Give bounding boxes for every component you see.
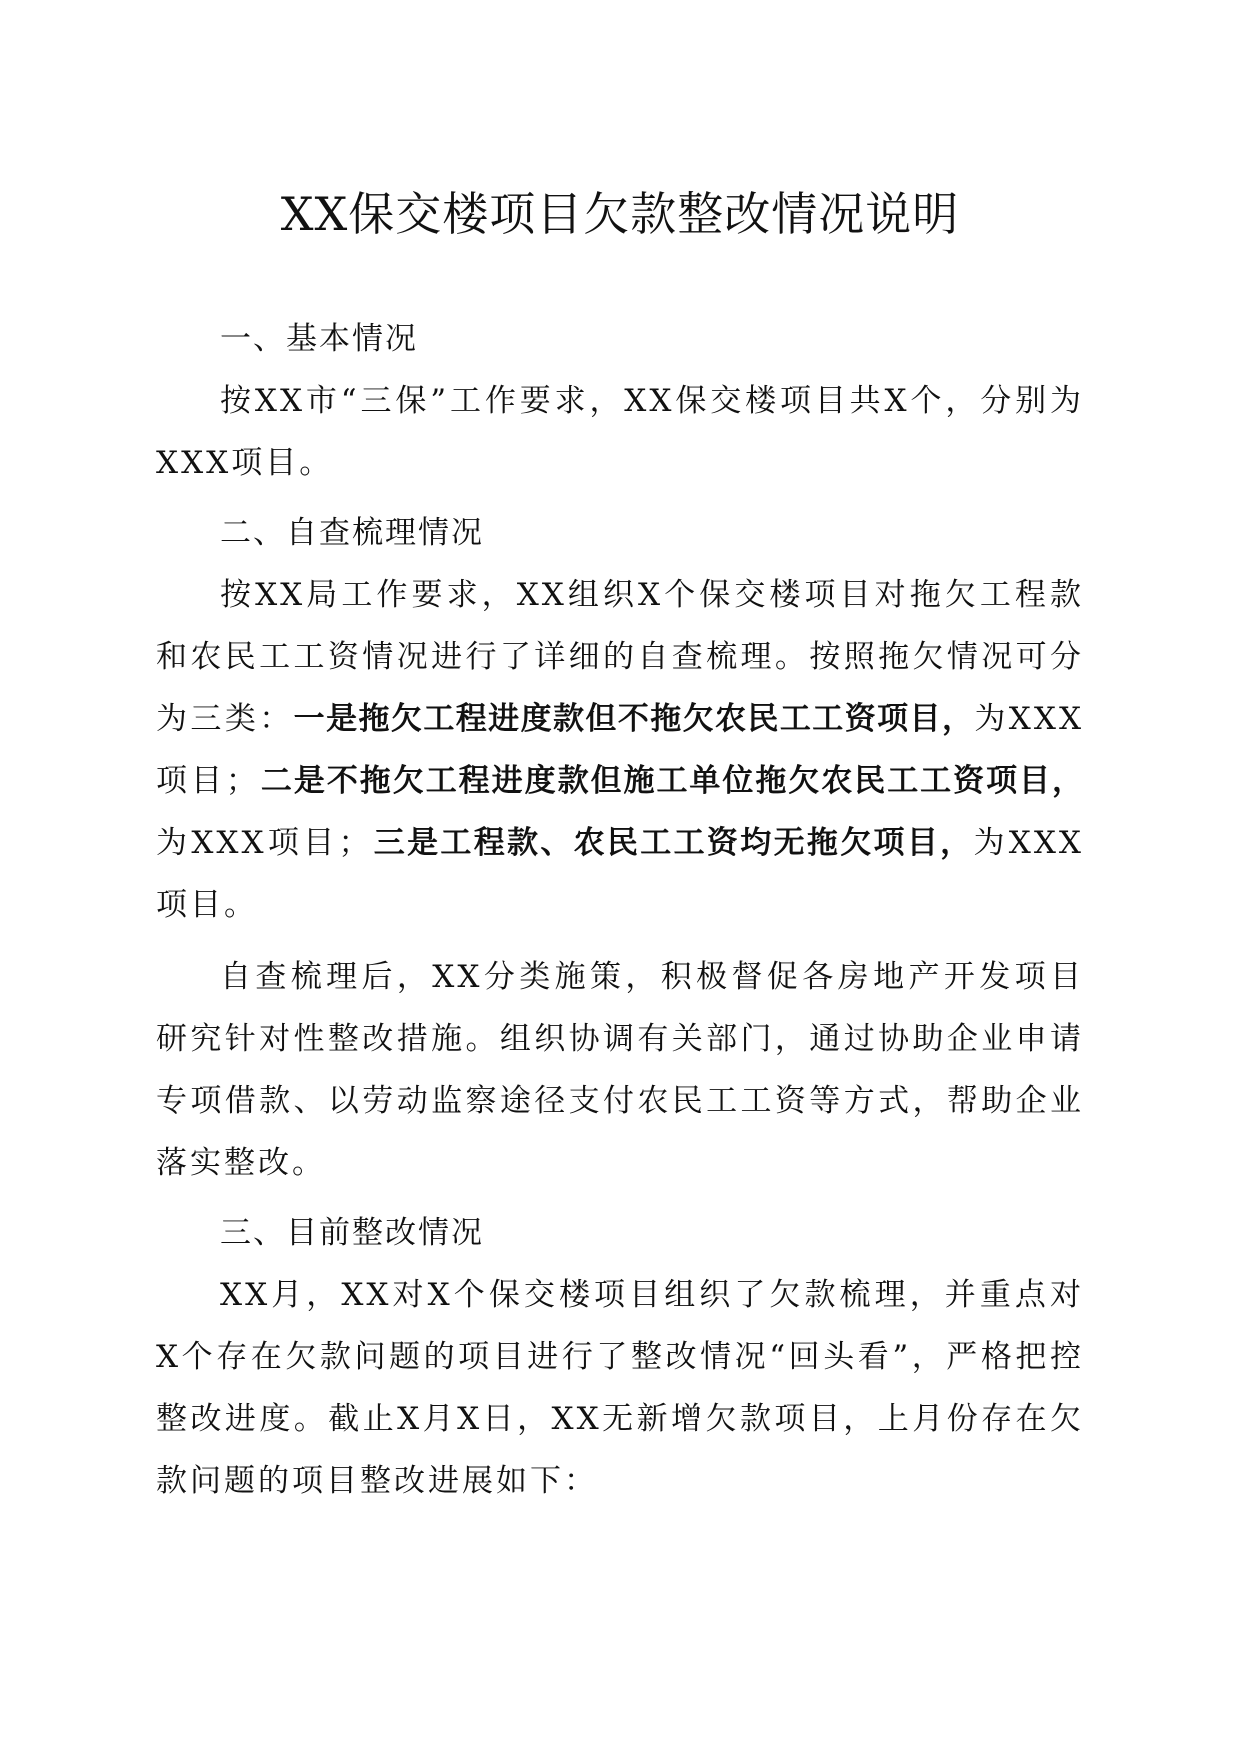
text-run: 为XXX项目。 — [156, 825, 1084, 923]
document-title: XX保交楼项目欠款整改情况说明 — [280, 187, 960, 241]
paragraph-measures: 自查梳理后，XX分类施策，积极督促各房地产开发项目研究针对性整改措施。组织协调有关部门，通过协助企业申请专项借款、以劳动监察途径支付农民工工资等方式，帮助企业落实整改。 — [156, 959, 1084, 1181]
section-heading-self-check: 二、自查梳理情况 — [220, 515, 484, 551]
paragraph-basic-situation: 按XX市“三保”工作要求，XX保交楼项目共X个，分别为XXX项目。 — [156, 383, 1084, 481]
emphasis-category-one: 一是拖欠工程进度款但不拖欠农民工工资项目， — [293, 701, 975, 737]
document-body — [156, 308, 1084, 1512]
paragraph-self-check — [156, 564, 1084, 936]
paragraph-rectification: XX月，XX对X个保交楼项目组织了欠款梳理，并重点对X个存在欠款问题的项目进行了整改情况“回头看”，严格把控整改进度。截止X月X日，XX无新增欠款项目，上月份存在欠款问题的项目整改进展如下： — [156, 1277, 1084, 1499]
text-run: 为XXX项目； — [156, 701, 1085, 799]
emphasis-category-three: 三是工程款、农民工工资均无拖欠项目， — [372, 825, 974, 861]
text-run: 为XXX项目； — [156, 825, 373, 861]
text-run: 按XX局工作要求，XX组织X个保交楼项目对拖欠工程款和农民工工资情况进行了详细的自查梳理。按照拖欠情况可分为三类： — [156, 577, 1084, 737]
emphasis-category-two: 二是不拖欠工程进度款但施工单位拖欠农民工工资项目， — [259, 763, 1085, 799]
section-heading-basic: 一、基本情况 — [220, 321, 418, 357]
section-heading-rectification: 三、目前整改情况 — [220, 1215, 484, 1251]
